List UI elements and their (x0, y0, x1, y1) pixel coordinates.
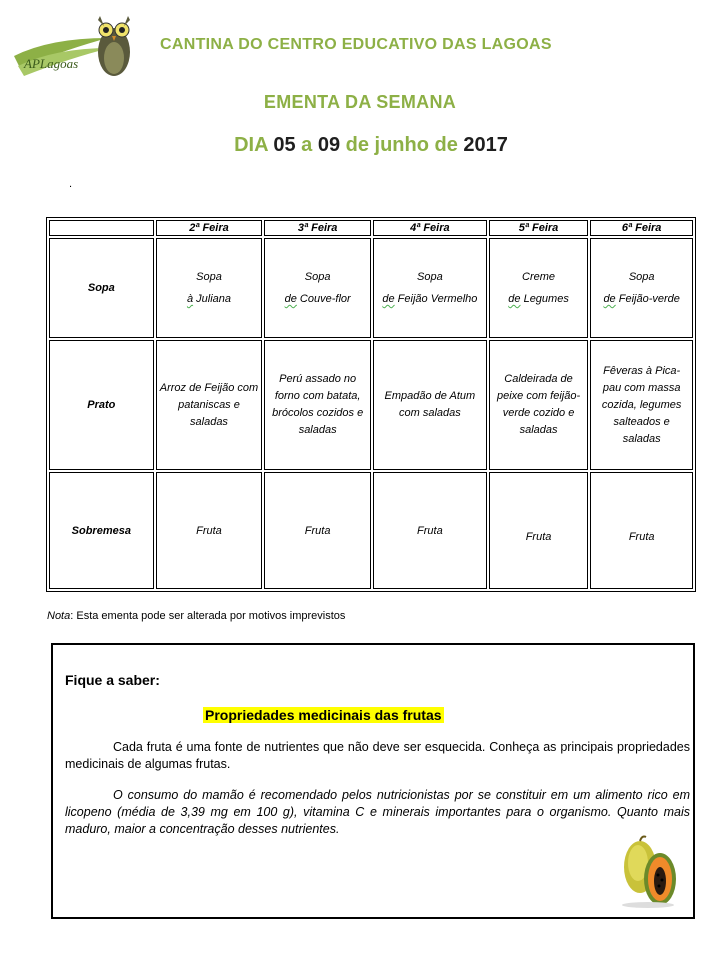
info-paragraph-2: O consumo do mamão é recomendado pelos nutricionistas por se constituir em um alimento rico em licopeno (média de 3,39 mg em 100 g), vitamina C e minerais importantes para o organismo. Quanto mais maduro, maior a concentração desses nutrientes. (65, 788, 690, 836)
logo-text: APLagoas (24, 56, 79, 71)
sopa-type: Sopa (628, 271, 655, 283)
sopa-type: Sopa (417, 271, 443, 283)
sopa-type: Sopa (304, 271, 331, 283)
info-paragraph-1: Cada fruta é uma fonte de nutrientes que não deve ser esquecida. Conheça as principais propriedades medicinais de algumas frutas. (65, 740, 690, 771)
prato-cell: Empadão de Atum com saladas (373, 340, 487, 470)
prato-cell: Caldeirada de peixe com feijão-verde cozido e saladas (489, 340, 589, 470)
papaya-image (618, 833, 682, 909)
sopa-type: Creme (522, 271, 556, 283)
sopa-cell (590, 238, 693, 338)
day-header: 5ª Feira (489, 220, 589, 236)
date-month: de junho de (345, 134, 458, 156)
sobremesa-cell: Fruta (590, 472, 693, 589)
day-header: 6ª Feira (590, 220, 693, 236)
prato-cell: Arroz de Feijão com pataniscas e saladas (156, 340, 263, 470)
row-label-sobremesa: Sobremesa (49, 472, 154, 589)
aplagoas-logo (10, 8, 140, 84)
sobremesa-cell: Fruta (156, 472, 263, 589)
sopa-name: de Feijão Vermelho (382, 293, 478, 305)
date-year: 2017 (463, 134, 508, 156)
days-header-row (49, 220, 693, 236)
sopa-row (49, 238, 693, 338)
sopa-cell (156, 238, 263, 338)
info-heading: Fique a saber: (65, 672, 160, 688)
info-subtitle: Propriedades medicinais das frutas (205, 707, 442, 723)
date-start: 05 (273, 134, 296, 156)
sobremesa-cell: Fruta (264, 472, 371, 589)
date-mid: a (301, 134, 313, 156)
date-prefix: DIA (234, 134, 268, 156)
sopa-cell (264, 238, 371, 338)
day-header: 3ª Feira (264, 220, 371, 236)
date-end: 09 (317, 134, 341, 156)
day-header: 2ª Feira (156, 220, 263, 236)
prato-row (49, 340, 693, 470)
menu-note (47, 610, 345, 622)
sopa-name: de Feijão-verde (603, 293, 680, 305)
note-text: : Esta ementa pode ser alterada por motivos imprevistos (70, 610, 346, 622)
school-name: CANTINA DO CENTRO EDUCATIVO DAS LAGOAS (160, 36, 552, 53)
sopa-type: Sopa (196, 271, 222, 283)
owl-logo-graphic (10, 8, 140, 84)
row-label-sopa: Sopa (49, 238, 154, 338)
note-label: Nota (47, 610, 71, 622)
corner-cell (49, 220, 154, 236)
prato-cell: Fêveras à Pica-pau com massa cozida, legumes salteados e saladas (590, 340, 693, 470)
info-box (51, 643, 695, 919)
sopa-cell (489, 238, 589, 338)
sopa-name: à Juliana (186, 293, 231, 305)
row-label-prato: Prato (49, 340, 154, 470)
date-line (0, 134, 720, 157)
prato-cell: Perú assado no forno com batata, brócolos cozidos e saladas (264, 340, 371, 470)
sobremesa-cell: Fruta (489, 472, 589, 589)
sobremesa-row (49, 472, 693, 589)
stray-mark: . (69, 178, 73, 190)
sopa-name: de Legumes (508, 293, 569, 305)
sobremesa-cell: Fruta (373, 472, 487, 589)
menu-title: EMENTA DA SEMANA (263, 92, 457, 112)
sopa-cell (373, 238, 487, 338)
menu-table (46, 217, 696, 592)
day-header: 4ª Feira (373, 220, 487, 236)
sopa-name: de Couve-flor (284, 293, 351, 305)
